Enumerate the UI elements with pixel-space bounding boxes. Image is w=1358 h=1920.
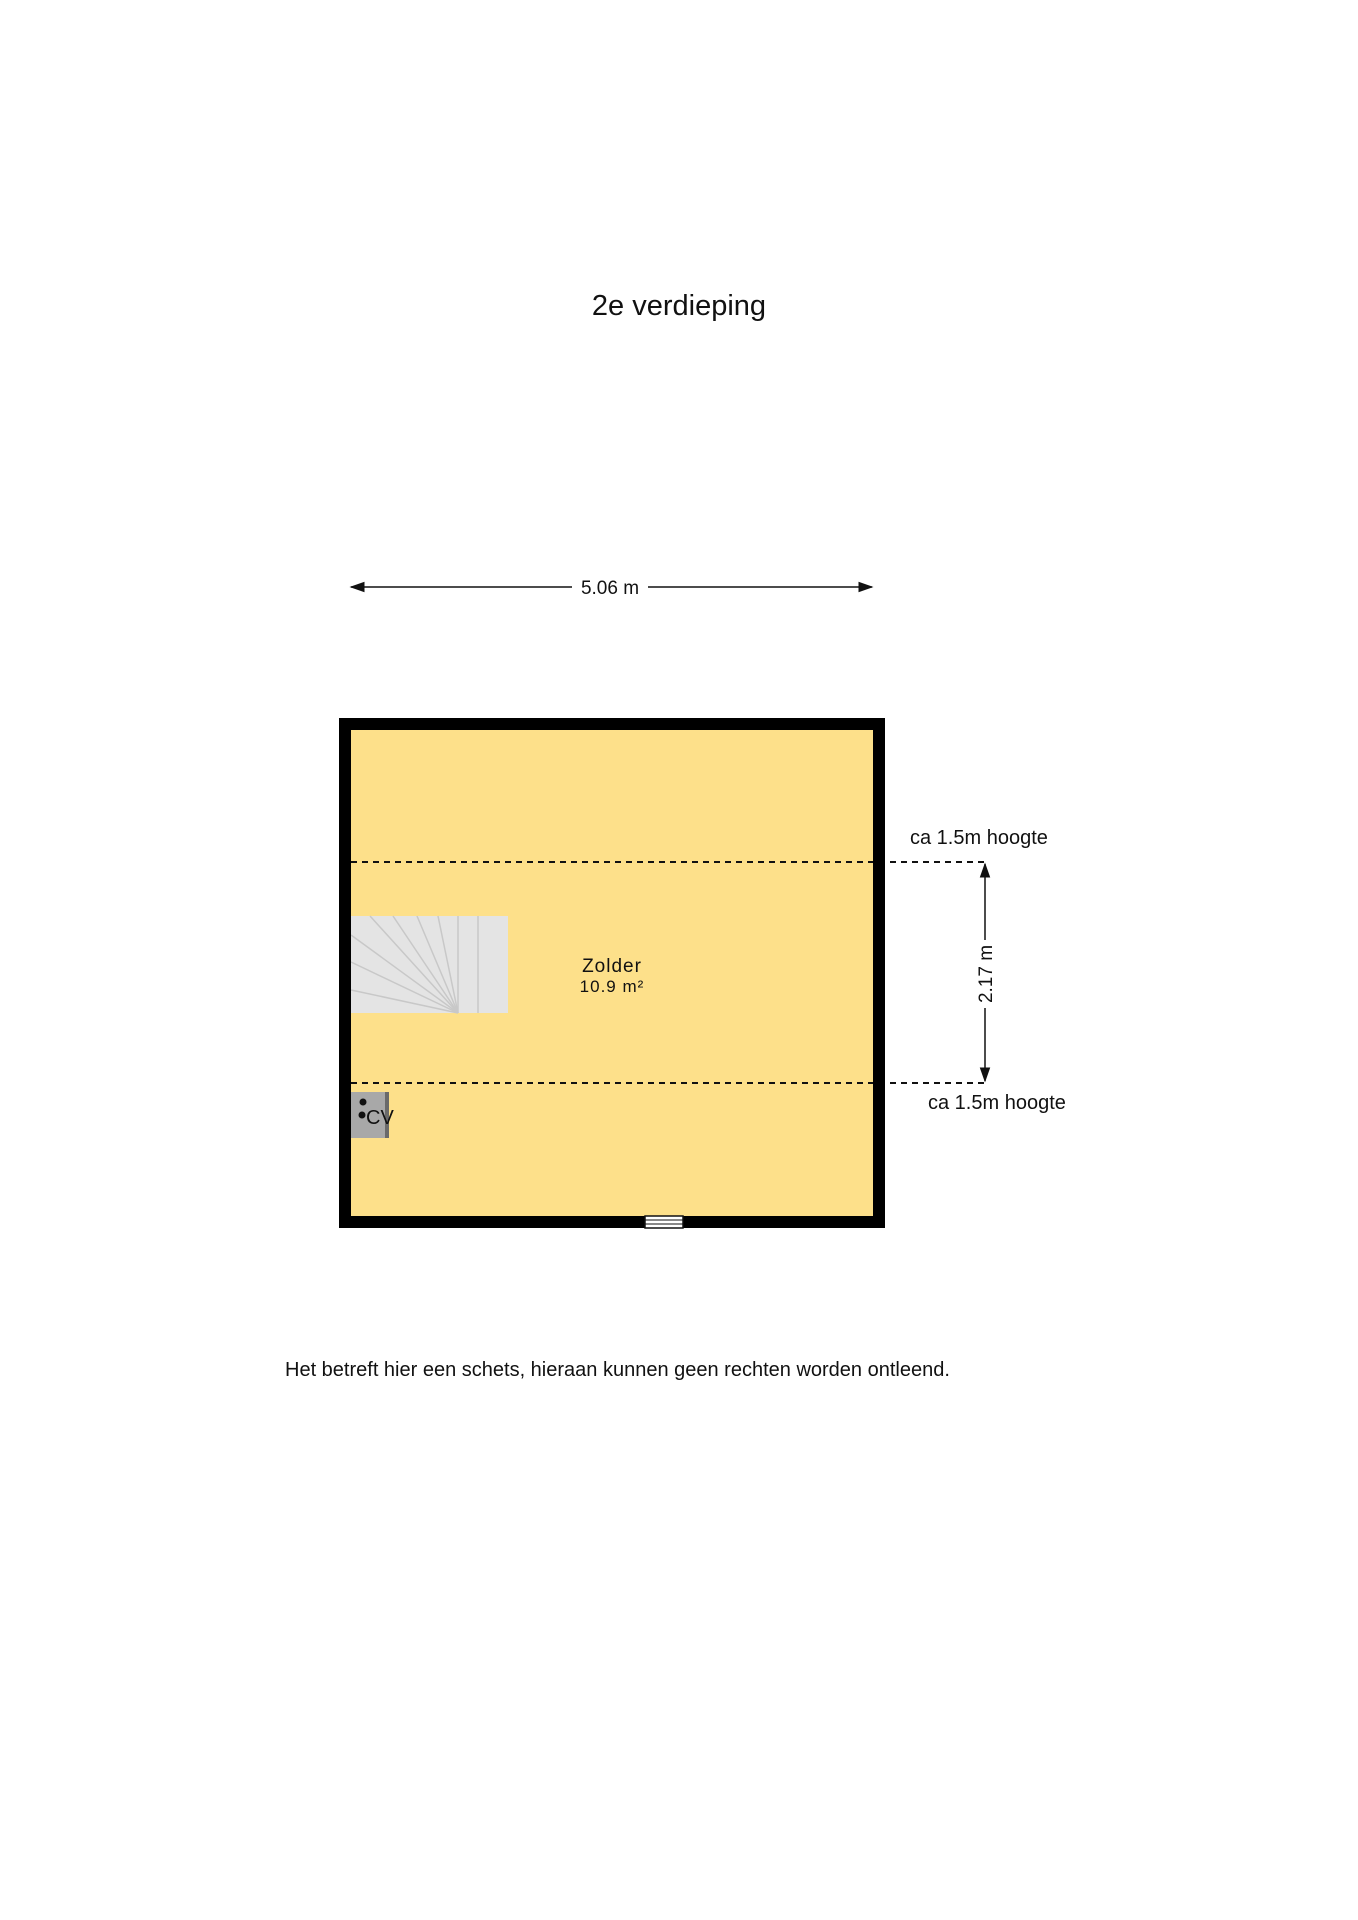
- cv-boiler: [351, 1092, 394, 1138]
- staircase: [351, 916, 508, 1013]
- window: [645, 1216, 683, 1228]
- room-area: 10.9 m²: [579, 977, 645, 996]
- floor-title: 2e verdieping: [591, 290, 767, 322]
- height-note-top: ca 1.5m hoogte: [910, 827, 1048, 849]
- disclaimer-text: Het betreft hier een schets, hieraan kunnen geen rechten worden ontleend.: [285, 1359, 950, 1381]
- boiler-pipe-icon: [360, 1099, 367, 1106]
- stair-body: [351, 916, 508, 1013]
- window-frame: [645, 1216, 683, 1228]
- height-dimension: [976, 864, 997, 1081]
- boiler-label: CV: [366, 1107, 394, 1129]
- room-name: Zolder: [582, 956, 642, 977]
- height-note-bottom: ca 1.5m hoogte: [928, 1092, 1066, 1114]
- width-dimension-label: 5.06 m: [580, 578, 640, 599]
- width-dimension: [351, 578, 872, 599]
- boiler-pipe-icon: [359, 1112, 366, 1119]
- height-dimension-label: 2.17 m: [976, 944, 997, 1004]
